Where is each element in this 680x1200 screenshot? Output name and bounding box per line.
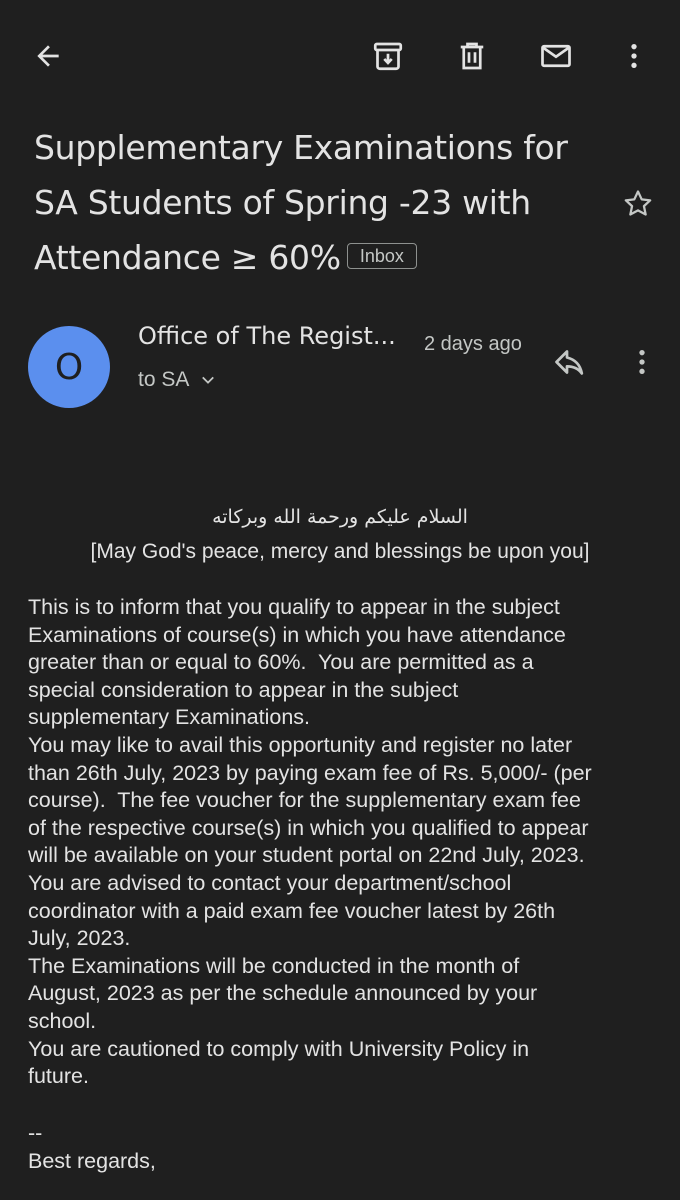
sender-avatar[interactable] <box>28 326 110 408</box>
delete-button[interactable] <box>448 32 496 80</box>
chevron-down-icon <box>199 371 217 389</box>
body-line: The Examinations will be conducted in the month of <box>28 953 520 978</box>
mark-unread-button[interactable] <box>532 32 580 80</box>
body-line: school. <box>28 1008 97 1033</box>
inbox-label-chip[interactable]: Inbox <box>347 243 417 269</box>
trash-icon <box>454 38 490 74</box>
greeting-arabic: السلام عليكم ورحمة الله وبركاته <box>212 506 468 528</box>
body-line: This is to inform that you qualify to appear in the subject <box>28 595 560 619</box>
received-time: 2 days ago <box>424 333 522 355</box>
message-more-button[interactable] <box>618 338 666 386</box>
body-line: course). The fee voucher for the supplementary exam fee <box>28 788 581 813</box>
avatar-letter: O <box>54 346 84 388</box>
reply-button[interactable] <box>546 338 594 386</box>
body-line: You may like to avail this opportunity and register no later <box>28 732 573 757</box>
subject-line-text: Attendance ≥ 60% <box>34 238 341 277</box>
more-options-button[interactable] <box>610 32 658 80</box>
greeting-translation: [May God's peace, mercy and blessings be upon you] <box>90 540 590 563</box>
recipient-details-toggle[interactable] <box>138 368 217 392</box>
body-line: future. <box>28 1064 89 1089</box>
back-button[interactable] <box>24 32 72 80</box>
subject-line: Supplementary Examinations for <box>34 128 568 167</box>
body-line: Examinations of course(s) in which you have attendance <box>28 622 566 647</box>
body-line: special consideration to appear in the subject <box>28 677 459 702</box>
star-outline-icon <box>621 187 655 221</box>
body-line: greater than or equal to 60%. You are permitted as a <box>28 650 534 675</box>
body-line: than 26th July, 2023 by paying exam fee of Rs. 5,000/- (per <box>28 760 592 785</box>
signature-line: Best regards, <box>28 1148 156 1173</box>
body-line: will be available on your student portal on 22nd July, 2023. <box>28 843 585 868</box>
body-line: You are advised to contact your department/school <box>28 870 512 895</box>
subject-line <box>34 230 624 285</box>
mail-icon <box>538 38 574 74</box>
body-line: You are cautioned to comply with University Policy in <box>28 1036 530 1061</box>
top-app-bar <box>0 0 680 112</box>
signature-line: -- <box>28 1121 43 1145</box>
more-vert-icon <box>618 40 650 72</box>
email-signature <box>28 1120 668 1175</box>
email-body <box>28 594 668 1091</box>
body-line: coordinator with a paid exam fee voucher latest by 26th <box>28 898 556 923</box>
sender-name[interactable]: Office of The Regist... <box>138 322 396 350</box>
reply-icon <box>552 344 588 380</box>
body-line: supplementary Examinations. <box>28 705 311 730</box>
arrow-left-icon <box>32 40 64 72</box>
archive-button[interactable] <box>364 32 412 80</box>
sender-info <box>138 322 522 356</box>
archive-icon <box>370 38 406 74</box>
body-line: July, 2023. <box>28 926 131 951</box>
subject-line: SA Students of Spring -23 with <box>34 183 531 222</box>
body-line: of the respective course(s) in which you qualified to appear <box>28 815 589 840</box>
email-subject <box>34 120 624 285</box>
body-line: August, 2023 as per the schedule announced by your <box>28 981 538 1006</box>
recipient-text: to SA <box>138 368 190 391</box>
star-button[interactable] <box>614 180 662 228</box>
more-vert-icon <box>626 346 658 378</box>
subject-header <box>34 120 624 285</box>
